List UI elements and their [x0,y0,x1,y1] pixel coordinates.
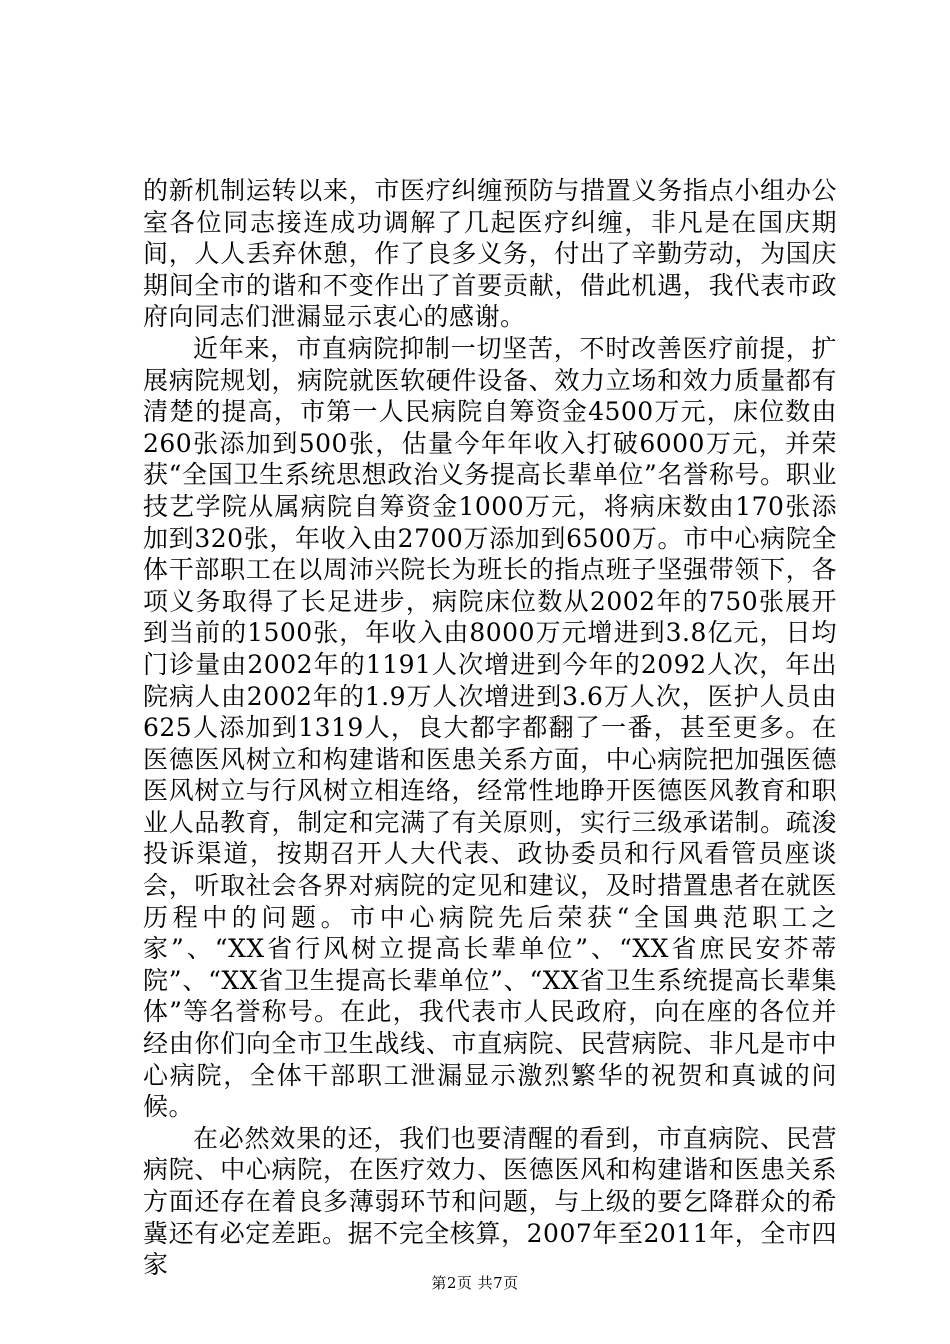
page-footer: 第2页 共7页 [431,1274,519,1292]
body-text [143,175,837,1281]
paragraph-1: 的新机制运转以来，市医疗纠缠预防与措置义务指点小组办公室各位同志接连成功调解了几起医疗纠缠，非凡是在国庆期间，人人丢弃休憩，作了良多义务，付出了辛勤劳动，为国庆期间全市的谐和不变作出了首要贡献，借此机遇，我代表市政府向同志们泄漏显示衷心的感谢。 [143,176,837,332]
paragraph-3: 在必然效果的还，我们也要清醒的看到，市直病院、民营病院、中心病院，在医疗效力、医德医风和构建谐和医患关系方面还存在着良多薄弱环节和问题，与上级的要乞降群众的希冀还有必定差距。据不完全核算，2007年至2011年，全市四家 [143,1123,837,1280]
paragraph-2: 近年来，市直病院抑制一切坚苦，不时改善医疗前提，扩展病院规划，病院就医软硬件设备、效力立场和效力质量都有清楚的提高，市第一人民病院自筹资金4500万元，床位数由260张添加到500张，估量今年年收入打破6000万元，并荣获“全国卫生系统思想政治义务提高长辈单位”名誉称号。职业技艺学院从属病院自筹资金1000万元，将病床数由170张添加到320张，年收入由2700万添加到6500万。市中心病院全体干部职工在以周沛兴院长为班长的指点班子坚强带领下，各项义务取得了长足进步，病院床位数从2002年的750张展开到当前的1500张，年收入由8000万元增进到3.8亿元，日均门诊量由2002年的1191人次增进到今年的2092人次，年出院病人由2002年的1.9万人次增进到3.6万人次，医护人员由625人添加到1319人，良大都字都翻了一番，甚至更多。在医德医风树立和构建谐和医患关系方面，中心病院把加强医德医风树立与行风树立相连络，经常性地睁开医德医风教育和职业人品教育，制定和完满了有关原则，实行三级承诺制。疏浚投诉渠道，按期召开人大代表、政协委员和行风看管员座谈会，听取社会各界对病院的定见和建议，及时措置患者在就医历程中的问题。市中心病院先后荣获“全国典范职工之家”、“XX省行风树立提高长辈单位”、“XX省庶民安芥蒂院”、“XX省卫生提高长辈单位”、“XX省卫生系统提高长辈集体”等名誉称号。在此，我代表市人民政府，向在座的各位并经由你们向全市卫生战线、市直病院、民营病院、非凡是市中心病院，全体干部职工泄漏显示激烈繁华的祝贺和真诚的问候。 [143,333,837,1122]
